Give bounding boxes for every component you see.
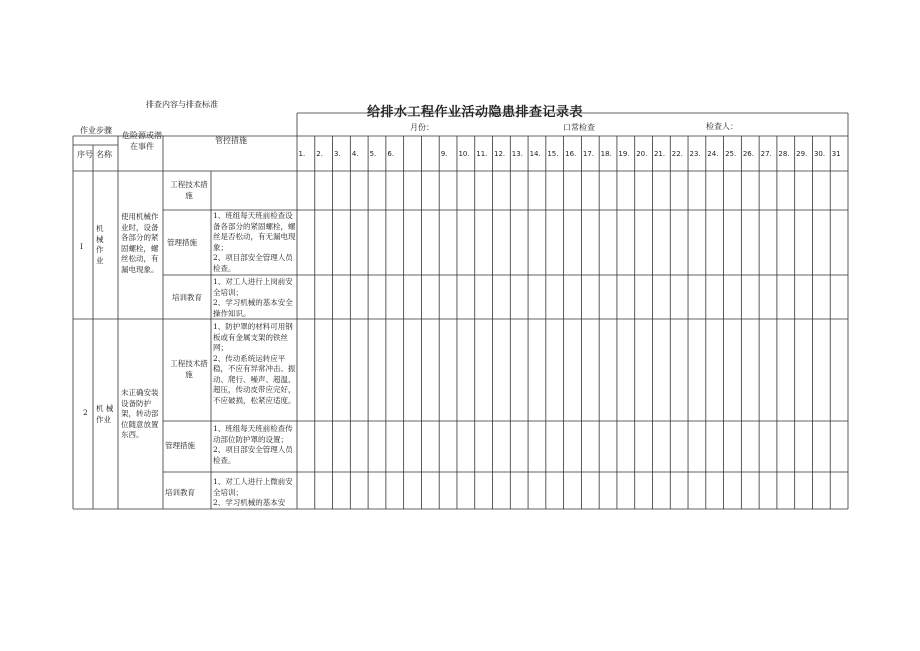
day-label: 16. — [565, 150, 577, 158]
day-label: 3. — [334, 150, 341, 158]
row2-measure-eng-content: 1、防护罩的材料可用钢板或有金属支架的铁丝网； 2、传动系统运转应平稳，不应有异常冲击、振动、爬行、噪声、超温、超压，传动皮带应完好，不应破损，松紧应适度。 — [213, 322, 296, 405]
day-label: 18. — [600, 150, 612, 158]
day-label: 10. — [458, 150, 470, 158]
header-inspector: 检查人： — [706, 122, 738, 131]
header-name: 名称 — [96, 150, 112, 159]
header-control: 管控措施 — [215, 136, 247, 145]
header-step: 作业步骤 — [80, 126, 112, 135]
day-label: 27. — [760, 150, 772, 158]
day-label: 26. — [742, 150, 754, 158]
day-label: 25. — [725, 150, 737, 158]
day-label: 21. — [653, 150, 666, 158]
header-hazard: 危险源或潜 在事件 — [122, 131, 162, 151]
day-label: 31 — [831, 150, 841, 158]
header-daily-check: 口常检查 — [563, 123, 595, 132]
row1-hazard: 使用机械作业时，设备各部分的紧固螺栓，螺丝松动，有漏电现象。 — [121, 212, 159, 274]
day-label: 23. — [689, 150, 701, 158]
day-label: 2. — [316, 150, 323, 158]
row1-measure-mgmt-content: 1、班组每天班前检查设备各部分的紧固螺栓，螺丝是否松动，有无漏电现象； 2、项目部安全管理人员检查。 — [213, 211, 296, 273]
row1-measure-mgmt-type: 管理措施 — [167, 238, 197, 247]
day-label: 5. — [369, 150, 377, 158]
day-label: 1. — [298, 150, 306, 158]
day-label: 12. — [494, 150, 506, 158]
day-label: 9. — [440, 150, 448, 158]
row2-measure-eng-type: 工程技术措施 — [170, 359, 208, 379]
day-label: 28. — [778, 150, 790, 158]
day-label: 30. — [813, 150, 826, 158]
row1-name: 机 械 作业 — [96, 224, 104, 265]
row2-hazard: 未正确安装设备防护架，转动部位随意放置东西。 — [121, 388, 159, 439]
header-no: 序号 — [77, 150, 93, 159]
row1-measure-eng-type: 工程技术措施 — [170, 180, 208, 200]
day-label: 14. — [529, 150, 541, 158]
row1-no: I — [80, 242, 83, 251]
day-label: 4. — [351, 150, 359, 158]
day-label: 19. — [618, 150, 630, 158]
row2-measure-train-type: 培训教育 — [165, 488, 195, 497]
day-label: 24. — [707, 150, 719, 158]
day-label: 29. — [796, 150, 808, 158]
doc-subtitle: 排查内容与排查标准 — [146, 100, 218, 109]
day-label: 6. — [387, 150, 395, 158]
day-label: 11. — [476, 150, 488, 158]
row1-measure-train-type: 培训教育 — [172, 293, 202, 302]
row2-measure-mgmt-type: 管理措施 — [165, 441, 195, 450]
row2-no: 2 — [83, 408, 88, 417]
day-label: 13. — [511, 150, 523, 158]
row2-measure-mgmt-content: 1、班组每天班前检查传动部位防护罩的设置； 2、项目部安全管理人员检查。 — [213, 424, 293, 465]
row2-measure-train-content: 1、对工人进行上微前安全培训； 2、学习机械的基本安 — [213, 477, 293, 507]
day-label: 15. — [547, 150, 559, 158]
row2-name: 机 械 作业 — [96, 404, 114, 424]
day-label: 22. — [671, 150, 683, 158]
day-label: 17. — [582, 150, 595, 158]
doc-title: 给排水工程作业活动隐患排查记录表 — [367, 105, 584, 120]
row1-measure-train-content: 1、对工人进行上岗前安全培训； 2、学习机械的基本安全操作知识。 — [213, 277, 293, 318]
day-label: 20. — [636, 150, 648, 158]
header-month: 月份： — [410, 123, 434, 132]
